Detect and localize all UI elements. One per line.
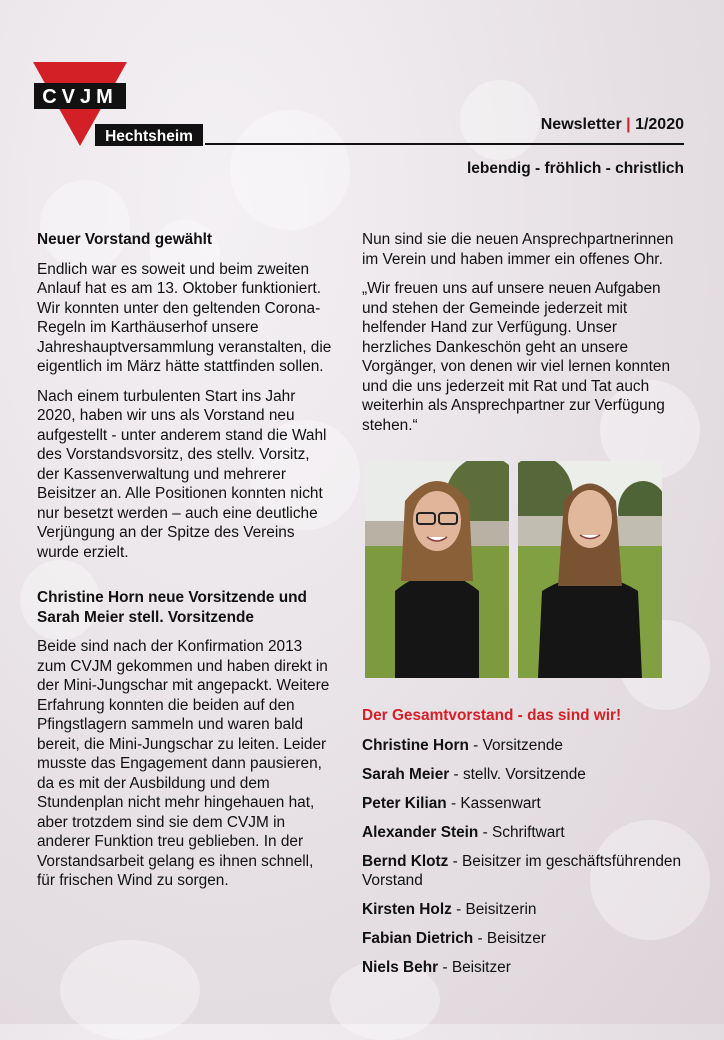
newsletter-issue: 1/2020 — [635, 116, 684, 133]
member-role: - stellv. Vorsitzende — [449, 765, 586, 783]
motto: lebendig - fröhlich - christlich — [466, 160, 684, 177]
board-member — [362, 929, 692, 949]
photo-sarah — [518, 461, 662, 678]
article1-title: Neuer Vorstand gewählt — [37, 231, 213, 248]
newsletter-header — [541, 116, 684, 134]
member-name: Bernd Klotz — [362, 852, 449, 870]
cvjm-logo — [33, 62, 203, 152]
article2-title: Christine Horn neue Vorsitzende und Sarah Meier stell. Vorsitzende — [37, 589, 307, 626]
logo-letters: CVJM — [42, 86, 118, 108]
article1-paragraph-2: Nach einem turbulenten Start ins Jahr 2020, haben wir uns als Vorstand neu aufgestellt - unter anderem stand die Wahl des Vorstandsvorsitz, des stellv. Vorsitz, der Kassenverwaltung und mehrerer Beisitzer an. Alle Positionen konnten nicht nur besetzt werden – auch eine deutliche Verjüngung an der Spitze des Vereins wurde erzielt. — [37, 387, 327, 561]
logo-location: Hechtsheim — [105, 128, 193, 145]
header-rule — [205, 143, 684, 145]
article2-paragraph-1: Beide sind nach der Konfirmation 2013 zum CVJM gekommen und haben direkt in der Mini-Jungschar mit angepackt. Weitere Erfahrung konnten die beiden auf den Pfingstlagern sammeln und waren bald bereit, die Mini-Jungschar zu leiten. Leider musste das Engagement dann pausieren, da es mit der Ausbildung und dem Stundenplan nicht mehr hingehauen hat, aber trotzdem sind sie dem CVJM in anderer Funktion treu geblieben. In der Vorstandsarbeit gelang es ihnen schnell, für frischen Wind zu sorgen. — [37, 638, 330, 889]
board-member — [362, 794, 692, 814]
header-separator: | — [626, 116, 631, 133]
board-member — [362, 765, 692, 785]
board-list — [362, 706, 692, 987]
member-name: Kirsten Holz — [362, 901, 452, 918]
member-name: Peter Kilian — [362, 794, 447, 812]
member-role: - Beisitzer — [438, 959, 511, 976]
article1-paragraph-1: Endlich war es soweit und beim zweiten Anlauf hat es am 13. Oktober funktioniert. Wir konnten unter den geltenden Corona-Regeln im Karthäuserhof unsere Jahreshauptversammlung veranstalten, die eigentlich im März hätte stattfinden sollen. — [37, 260, 332, 375]
member-role: - Beisitzer im geschäftsführenden Vorstand — [362, 852, 682, 889]
member-role: - Schriftwart — [478, 823, 565, 841]
member-name: Sarah Meier — [362, 765, 450, 783]
newsletter-label: Newsletter — [540, 116, 622, 133]
photo-christine — [365, 461, 509, 678]
board-member — [362, 736, 692, 756]
member-role: - Beisitzer — [473, 930, 546, 947]
board-title: Der Gesamtvorstand - das sind wir! — [362, 707, 622, 724]
right-column — [362, 230, 686, 445]
member-role: - Kassenwart — [446, 794, 541, 812]
member-name: Alexander Stein — [362, 823, 479, 841]
member-name: Fabian Dietrich — [362, 930, 474, 947]
board-member — [362, 823, 692, 843]
right-paragraph-1: Nun sind sie die neuen Ansprechpartnerinnen im Verein und haben immer ein offenes Ohr. — [362, 231, 674, 268]
right-quote: „Wir freuen uns auf unsere neuen Aufgaben und stehen der Gemeinde jederzeit mit helfender Hand zur Verfügung. Unser herzliches Dankeschön geht an unsere Vorgänger, von denen wir viel lernen konnten und die uns jederzeit mit Rat und Tat auch weiterhin als Ansprechpartner zur Verfügung stehen.“ — [362, 280, 671, 434]
member-role: - Vorsitzende — [468, 736, 563, 754]
photos — [365, 461, 665, 678]
board-member — [362, 958, 692, 978]
member-role: - Beisitzerin — [451, 901, 537, 918]
member-name: Niels Behr — [362, 959, 439, 976]
member-name: Christine Horn — [362, 736, 469, 754]
board-member — [362, 900, 692, 920]
left-column — [37, 230, 332, 901]
board-member — [362, 852, 692, 891]
